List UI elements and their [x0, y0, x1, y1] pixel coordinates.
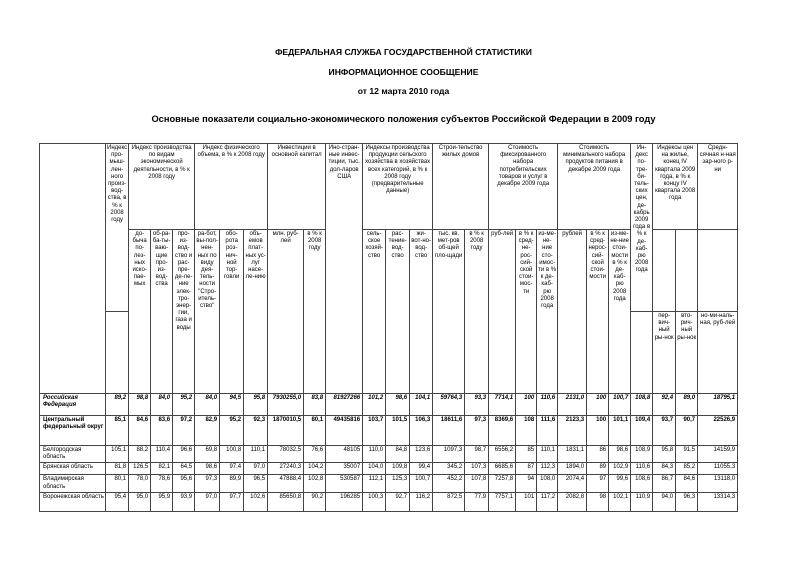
table-cell: 18795,1 — [698, 394, 738, 416]
table-cell: 11055,3 — [698, 463, 738, 475]
table-cell: 87 — [516, 463, 537, 475]
table-cell: 125,3 — [386, 475, 410, 492]
col-fixed-change: из-ме-не-ние сто-имос-ти в % к де-каб-рю 2008 года — [537, 230, 558, 394]
document-type: ИНФОРМАЦИОННОЕ СООБЩЕНИЕ — [328, 67, 479, 77]
region-name: Российская Федерация — [40, 394, 106, 416]
table-cell: 7930255,0 — [268, 394, 304, 416]
table-cell: 100,8 — [220, 446, 244, 463]
table-cell: 84,8 — [386, 446, 410, 463]
table-cell: 97,0 — [195, 492, 220, 511]
col-hp-spacer-2 — [676, 230, 698, 312]
table-cell: 97,4 — [220, 463, 244, 475]
table-cell: 89 — [587, 463, 609, 475]
table-cell: 1097,3 — [433, 446, 465, 463]
table-cell: 81927266 — [326, 394, 363, 416]
table-cell: 85,2 — [676, 463, 698, 475]
table-cell: 100,7 — [410, 475, 433, 492]
col-retail: обо-рота роз-нич-ной тор-говли — [220, 230, 244, 394]
table-cell: 69,8 — [195, 446, 220, 463]
table-cell: 107,8 — [465, 475, 489, 492]
table-cell: 105,1 — [106, 446, 129, 463]
table-cell: 83,8 — [304, 394, 326, 416]
table-cell: 86 — [587, 446, 609, 463]
table-cell: 6685,6 — [489, 463, 516, 475]
col-investment-pct: в % к 2008 году — [304, 230, 326, 394]
table-cell: 2123,3 — [558, 416, 587, 446]
table-cell: 86,7 — [653, 475, 676, 492]
table-cell: 112,3 — [537, 463, 558, 475]
agency-title: ФЕДЕРАЛЬНАЯ СЛУЖБА ГОСУДАРСТВЕННОЙ СТАТИСТИКИ — [275, 47, 532, 57]
table-cell: 102,8 — [304, 475, 326, 492]
table-cell: 116,2 — [410, 492, 433, 511]
table-cell: 95,2 — [220, 416, 244, 446]
table-cell: 95,8 — [653, 446, 676, 463]
table-cell: 77,9 — [465, 492, 489, 511]
table-cell: 108,8 — [631, 394, 653, 416]
table-cell: 97 — [587, 475, 609, 492]
table-cell: 78,0 — [129, 475, 151, 492]
region-name: Воронежская область — [40, 492, 106, 511]
table-cell: 100,3 — [363, 492, 386, 511]
table-cell: 98,7 — [465, 446, 489, 463]
col-housing-sqm: тыс. кв. мет-ров об-щей пло-щади — [433, 230, 465, 394]
table-cell: 80,1 — [106, 475, 129, 492]
table-cell: 110,4 — [151, 446, 173, 463]
table-cell: 95,8 — [244, 394, 268, 416]
table-cell: 94,0 — [653, 492, 676, 511]
table-cell: 48105 — [326, 446, 363, 463]
table-cell: 102,1 — [609, 492, 631, 511]
col-group-housing-prices: Индексы цен на жилье, конец IV квартала 2009 года, в % к концу IV квартала 2008 года — [653, 144, 698, 230]
table-cell: 96,3 — [676, 492, 698, 511]
table-cell: 104,1 — [410, 394, 433, 416]
col-industrial-index: Индекс про-мыш-лен-ного произ-вод-ства, в % к 2008 году — [106, 144, 129, 312]
table-cell: 84,6 — [129, 416, 151, 446]
table-cell: 47888,4 — [268, 475, 304, 492]
table-cell: 81,8 — [106, 463, 129, 475]
table-cell: 99,4 — [410, 463, 433, 475]
table-cell: 117,2 — [537, 492, 558, 511]
table-cell: 49435816 — [326, 416, 363, 446]
table-cell: 8369,6 — [489, 416, 516, 446]
table-cell: 89,2 — [106, 394, 129, 416]
col-agri-livestock: жи-вот-но-вод-ство — [410, 230, 433, 394]
table-cell: 6556,2 — [489, 446, 516, 463]
col-hp-secondary: вто-рич-ный ры-нок — [676, 312, 698, 394]
table-cell: 13314,3 — [698, 492, 738, 511]
table-cell: 98 — [587, 492, 609, 511]
table-cell: 104,2 — [304, 463, 326, 475]
col-group-physical: Индекс физического объема, в % к 2008 году — [195, 144, 268, 230]
col-hp-spacer-1 — [653, 230, 676, 312]
col-housing-pct: в % к 2008 году — [465, 230, 489, 394]
col-food-avg: в % к сред-нерос-сий-ской стои-мости — [587, 230, 609, 394]
region-name: Владимирская область — [40, 475, 106, 492]
col-mining: до-бычa по-лез-ных иско-пае-мых — [129, 230, 151, 394]
table-cell: 872,5 — [433, 492, 465, 511]
col-paid-services: объ-емов плат-ных ус-луг насе-ле-нию — [244, 230, 268, 394]
table-cell: 123,6 — [410, 446, 433, 463]
table-cell: 95,2 — [173, 394, 195, 416]
table-cell: 85650,8 — [268, 492, 304, 511]
table-cell: 108,6 — [631, 475, 653, 492]
table-cell: 110,9 — [631, 492, 653, 511]
table-cell: 93,9 — [173, 492, 195, 511]
table-row — [40, 416, 738, 446]
table-cell: 84,0 — [195, 394, 220, 416]
table-cell: 97,7 — [220, 492, 244, 511]
table-cell: 85 — [516, 446, 537, 463]
table-cell: 22526,9 — [698, 416, 738, 446]
col-spacer-cpi — [631, 312, 653, 394]
table-cell: 85,1 — [106, 416, 129, 446]
table-cell: 110,0 — [363, 446, 386, 463]
table-cell: 94,5 — [220, 394, 244, 416]
table-cell: 106,3 — [410, 416, 433, 446]
table-cell: 96,5 — [244, 475, 268, 492]
table-cell: 92,7 — [386, 492, 410, 511]
table-cell: 104,0 — [363, 463, 386, 475]
table-cell: 100 — [516, 394, 537, 416]
table-cell: 82,9 — [195, 416, 220, 446]
table-cell: 84,3 — [653, 463, 676, 475]
table-cell: 107,3 — [465, 463, 489, 475]
col-group-food-set: Стоимость минимального набора продуктов питания в декабре 2009 года — [558, 144, 631, 230]
table-cell: 82,1 — [151, 463, 173, 475]
table-cell: 98,6 — [195, 463, 220, 475]
table-cell: 94 — [516, 475, 537, 492]
table-cell: 78,6 — [151, 475, 173, 492]
table-cell: 95,4 — [106, 492, 129, 511]
table-cell: 96,6 — [173, 446, 195, 463]
table-title: Основные показатели социально-экономического положения субъектов Российской Федерации в 2009 году — [151, 114, 656, 124]
table-cell: 95,9 — [151, 492, 173, 511]
table-cell: 97,3 — [195, 475, 220, 492]
table-cell: 90,2 — [304, 492, 326, 511]
table-cell: 452,2 — [433, 475, 465, 492]
table-row — [40, 475, 738, 492]
col-foreign-investment: Ино-стран-ные инвес-тиции, тыс. дол-ларов США — [326, 144, 363, 394]
table-cell: 91,5 — [676, 446, 698, 463]
table-cell: 100 — [587, 416, 609, 446]
col-hp-primary: пер-вич-ный ры-нок — [653, 312, 676, 394]
table-cell: 35007 — [326, 463, 363, 475]
table-cell: 80,1 — [304, 416, 326, 446]
table-cell: 108 — [516, 416, 537, 446]
table-cell: 110,1 — [244, 446, 268, 463]
table-cell: 2082,8 — [558, 492, 587, 511]
table-cell: 7257,8 — [489, 475, 516, 492]
table-cell: 345,2 — [433, 463, 465, 475]
table-cell: 84,6 — [676, 475, 698, 492]
table-cell: 98,8 — [129, 394, 151, 416]
table-cell: 7714,1 — [489, 394, 516, 416]
table-cell: 111,6 — [537, 416, 558, 446]
table-cell: 101,5 — [386, 416, 410, 446]
table-cell: 88,2 — [129, 446, 151, 463]
table-cell: 18611,6 — [433, 416, 465, 446]
table-cell: 27240,3 — [268, 463, 304, 475]
table-cell: 102,9 — [609, 463, 631, 475]
table-cell: 110,6 — [631, 463, 653, 475]
table-cell: 110,6 — [537, 394, 558, 416]
col-fixed-avg: в % к сред-не-рос-сий-ской стои-мос-ти — [516, 230, 537, 394]
table-cell: 1831,1 — [558, 446, 587, 463]
table-cell: 92,4 — [653, 394, 676, 416]
col-spacer-industrial — [106, 312, 129, 394]
region-name: Центральный федеральный округ — [40, 416, 106, 446]
table-cell: 90,7 — [676, 416, 698, 446]
region-name: Белгородская область — [40, 446, 106, 463]
table-row — [40, 394, 738, 416]
region-name: Брянская область — [40, 463, 106, 475]
table-cell: 112,1 — [363, 475, 386, 492]
table-cell: 14159,9 — [698, 446, 738, 463]
col-wage-spacer — [698, 230, 738, 312]
col-construction: ра-бот, вы-пол-нен-ных по виду дея-тель-ности "Стро-итель-ство" — [195, 230, 220, 394]
col-cpi: Ин-декс по-тре-би-тель-ских цен, де-кабрь 2009 года в % к де-каб-рю 2008 года — [631, 144, 653, 312]
table-cell: 109,4 — [631, 416, 653, 446]
table-cell: 89,0 — [676, 394, 698, 416]
col-group-investment: Инвестиции в основной капитал — [268, 144, 326, 230]
table-cell: 59764,3 — [433, 394, 465, 416]
col-manufacturing: об-ра-ба-ты-ваю-щие про-из-вод-ства — [151, 230, 173, 394]
table-cell: 76,6 — [304, 446, 326, 463]
table-cell: 1894,0 — [558, 463, 587, 475]
table-cell: 98,6 — [386, 394, 410, 416]
document-date: от 12 марта 2010 года — [357, 86, 450, 96]
table-cell: 108,9 — [631, 446, 653, 463]
col-food-rub: рублей — [558, 230, 587, 394]
col-group-activity: Индекс производства по видам экономической деятельности, в % к 2008 году — [129, 144, 195, 230]
table-cell: 103,7 — [363, 416, 386, 446]
col-energy: про-из-вод-ство и рас-пре-де-ле-ние элек-тро-энер-гии, газа и воды — [173, 230, 195, 394]
table-cell: 84,0 — [151, 394, 173, 416]
table-cell: 196285 — [326, 492, 363, 511]
table-cell: 102,6 — [244, 492, 268, 511]
col-agri-crop: рас-тение-вод-ство — [386, 230, 410, 394]
col-agri-total: сель-ское хозяй-ство — [363, 230, 386, 394]
table-cell: 64,5 — [173, 463, 195, 475]
table-cell: 2074,4 — [558, 475, 587, 492]
col-investment-mln: млн. руб-лей — [268, 230, 304, 394]
table-cell: 97,2 — [173, 416, 195, 446]
table-cell: 93,3 — [465, 394, 489, 416]
col-fixed-rub: руб-лей — [489, 230, 516, 394]
table-cell: 100 — [587, 394, 609, 416]
table-cell: 100,7 — [609, 394, 631, 416]
col-group-wage: Средн-сячная н-ная зар-ного р-ни — [698, 144, 738, 230]
col-wage-nominal: но-ми-наль-ная, руб-лей — [698, 312, 738, 394]
col-group-fixed-set: Стоимость фиксированного набора потребительских товаров и услуг в декабре 2009 года — [489, 144, 558, 230]
table-cell: 7757,1 — [489, 492, 516, 511]
table-cell: 99,6 — [609, 475, 631, 492]
table-cell: 101,1 — [609, 416, 631, 446]
table-cell: 95,0 — [129, 492, 151, 511]
col-group-housing: Строи-тельство жилых домов — [433, 144, 489, 230]
col-food-change: из-ме-не-ние стои-мости в % к де-каб-рю 2008 года — [609, 230, 631, 394]
table-cell: 2131,0 — [558, 394, 587, 416]
table-cell: 97,3 — [465, 416, 489, 446]
table-cell: 95,6 — [173, 475, 195, 492]
table-cell: 1870010,5 — [268, 416, 304, 446]
table-cell: 89,9 — [220, 475, 244, 492]
table-cell: 101,2 — [363, 394, 386, 416]
table-cell: 126,5 — [129, 463, 151, 475]
table-cell: 93,7 — [653, 416, 676, 446]
table-cell: 109,8 — [386, 463, 410, 475]
table-cell: 110,1 — [537, 446, 558, 463]
col-group-agriculture: Индексы производства продукции сельского хозяйства в хозяйствах всех категорий, в % к 2008 году (предварительные данные) — [363, 144, 433, 230]
table-row — [40, 463, 738, 475]
table-cell: 78032,5 — [268, 446, 304, 463]
table-cell: 101 — [516, 492, 537, 511]
region-header — [40, 144, 106, 394]
table-cell: 97,0 — [244, 463, 268, 475]
table-cell: 108,0 — [537, 475, 558, 492]
table-cell: 83,6 — [151, 416, 173, 446]
table-row — [40, 492, 738, 511]
table-cell: 13118,0 — [698, 475, 738, 492]
table-cell: 530587 — [326, 475, 363, 492]
table-cell: 92,3 — [244, 416, 268, 446]
indicators-table — [39, 143, 738, 512]
table-cell: 98,6 — [609, 446, 631, 463]
table-row — [40, 446, 738, 463]
